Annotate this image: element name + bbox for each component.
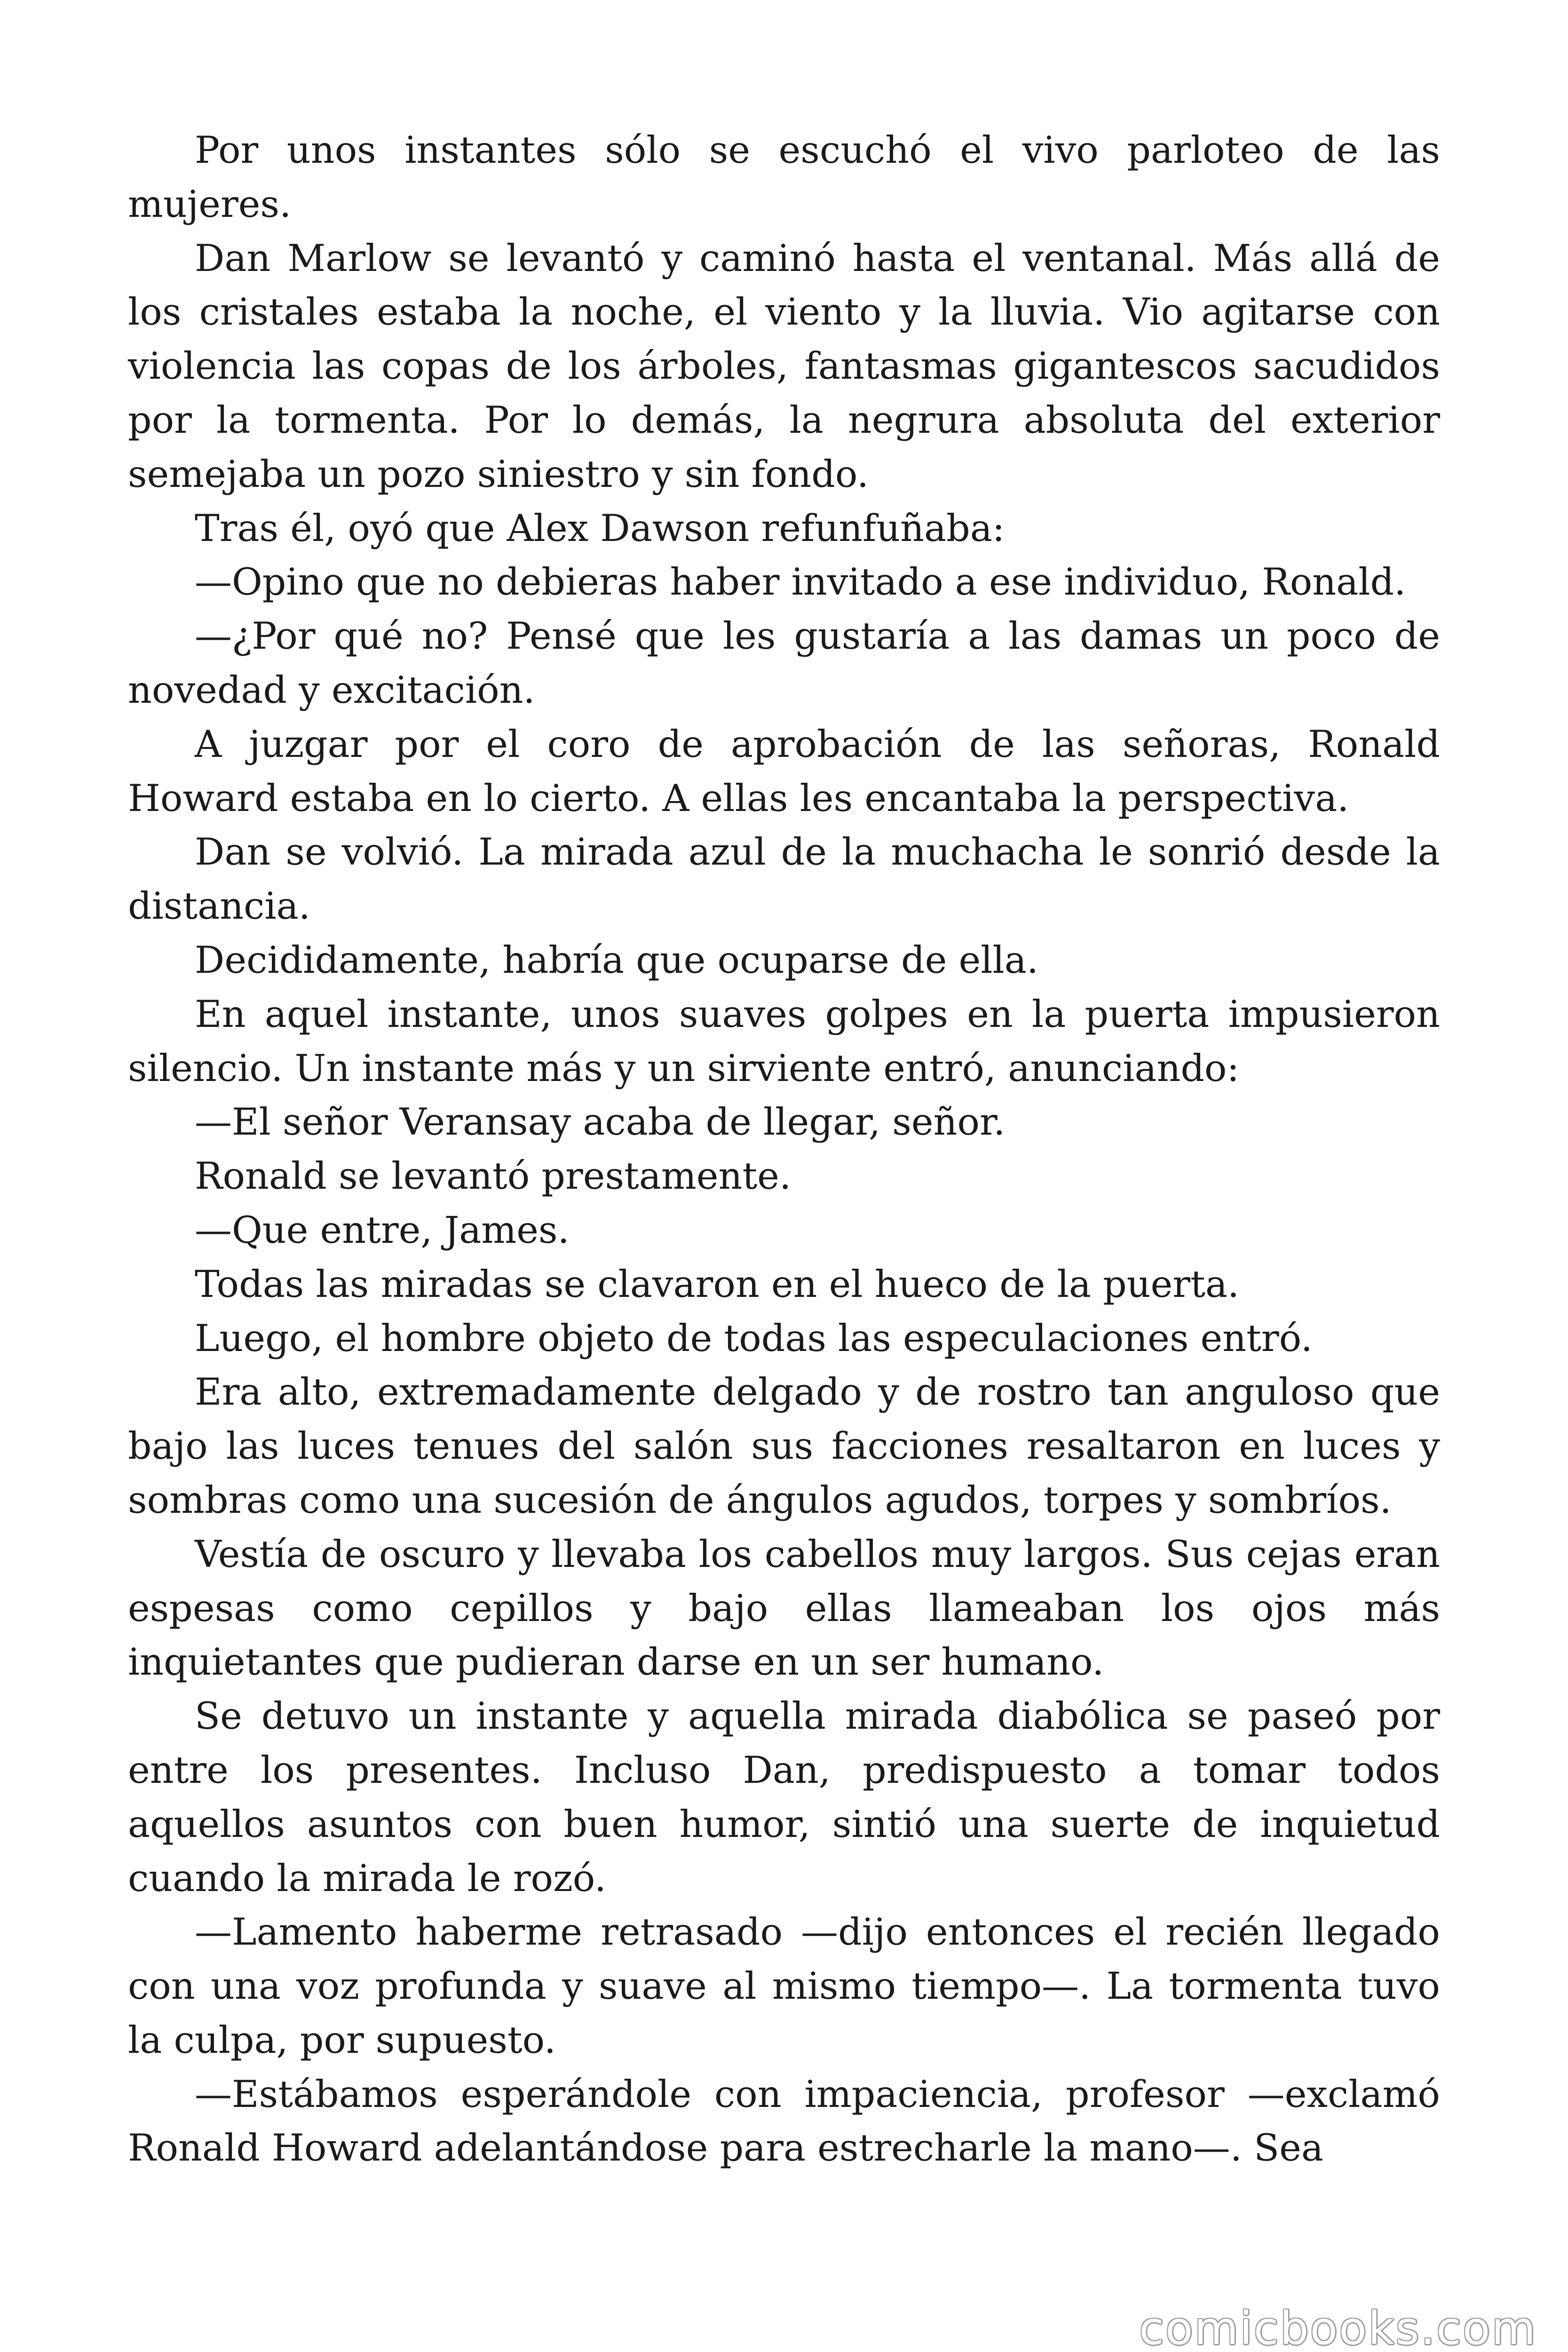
paragraph: —Que entre, James.: [195, 1208, 570, 1252]
paragraph: Ronald se levantó prestamente.: [195, 1154, 792, 1198]
paragraph: Dan se volvió. La mirada azul de la muchacha le sonrió desde la distancia.: [128, 830, 1440, 928]
paragraph: Dan Marlow se levantó y caminó hasta el ventanal. Más allá de los cristales estaba la noche, el viento y la lluvia. Vio agitarse con violencia las copas de los árboles, fantasmas gigantescos sacudidos por la tormenta. Por lo demás, la negrura absoluta del exterior semejaba un pozo siniestro y sin fondo.: [128, 236, 1440, 496]
paragraph: Por unos instantes sólo se escuchó el vivo parloteo de las mujeres.: [128, 128, 1440, 226]
paragraph: —¿Por qué no? Pensé que les gustaría a las damas un poco de novedad y excitación.: [128, 614, 1440, 712]
paragraph: Todas las miradas se clavaron en el hueco de la puerta.: [195, 1262, 1240, 1306]
body-text: [128, 123, 1440, 2175]
paragraph: —El señor Veransay acaba de llegar, señor.: [195, 1100, 1006, 1144]
paragraph: A juzgar por el coro de aprobación de las señoras, Ronald Howard estaba en lo cierto. A ellas les encantaba la perspectiva.: [128, 722, 1440, 820]
paragraph: Se detuvo un instante y aquella mirada diabólica se paseó por entre los presentes. Incluso Dan, predispuesto a tomar todos aquellos asuntos con buen humor, sintió una suerte de inquietud cuando la mirada le rozó.: [128, 1694, 1440, 1900]
paragraph: Luego, el hombre objeto de todas las especulaciones entró.: [195, 1316, 1313, 1360]
paragraph: Decididamente, habría que ocuparse de ella.: [195, 938, 1038, 982]
watermark-text: comicbooks.com: [1139, 2302, 1537, 2352]
paragraph: —Opino que no debieras haber invitado a ese individuo, Ronald.: [195, 560, 1406, 604]
paragraph: Era alto, extremadamente delgado y de rostro tan anguloso que bajo las luces tenues del salón sus facciones resaltaron en luces y sombras como una sucesión de ángulos agudos, torpes y sombríos.: [128, 1370, 1440, 1522]
paragraph: Tras él, oyó que Alex Dawson refunfuñaba:: [195, 506, 1005, 550]
paragraph: —Lamento haberme retrasado —dijo entonces el recién llegado con una voz profunda y suave al mismo tiempo—. La tormenta tuvo la culpa, por supuesto.: [128, 1910, 1440, 2062]
paragraph: En aquel instante, unos suaves golpes en la puerta impusieron silencio. Un instante más y un sirviente entró, anunciando:: [128, 992, 1440, 1090]
paragraph: Vestía de oscuro y llevaba los cabellos muy largos. Sus cejas eran espesas como cepillos y bajo ellas llameaban los ojos más inquietantes que pudieran darse en un ser humano.: [128, 1532, 1440, 1684]
paragraph: —Estábamos esperándole con impaciencia, profesor —exclamó Ronald Howard adelantándose para estrecharle la mano—. Sea: [128, 2072, 1440, 2170]
